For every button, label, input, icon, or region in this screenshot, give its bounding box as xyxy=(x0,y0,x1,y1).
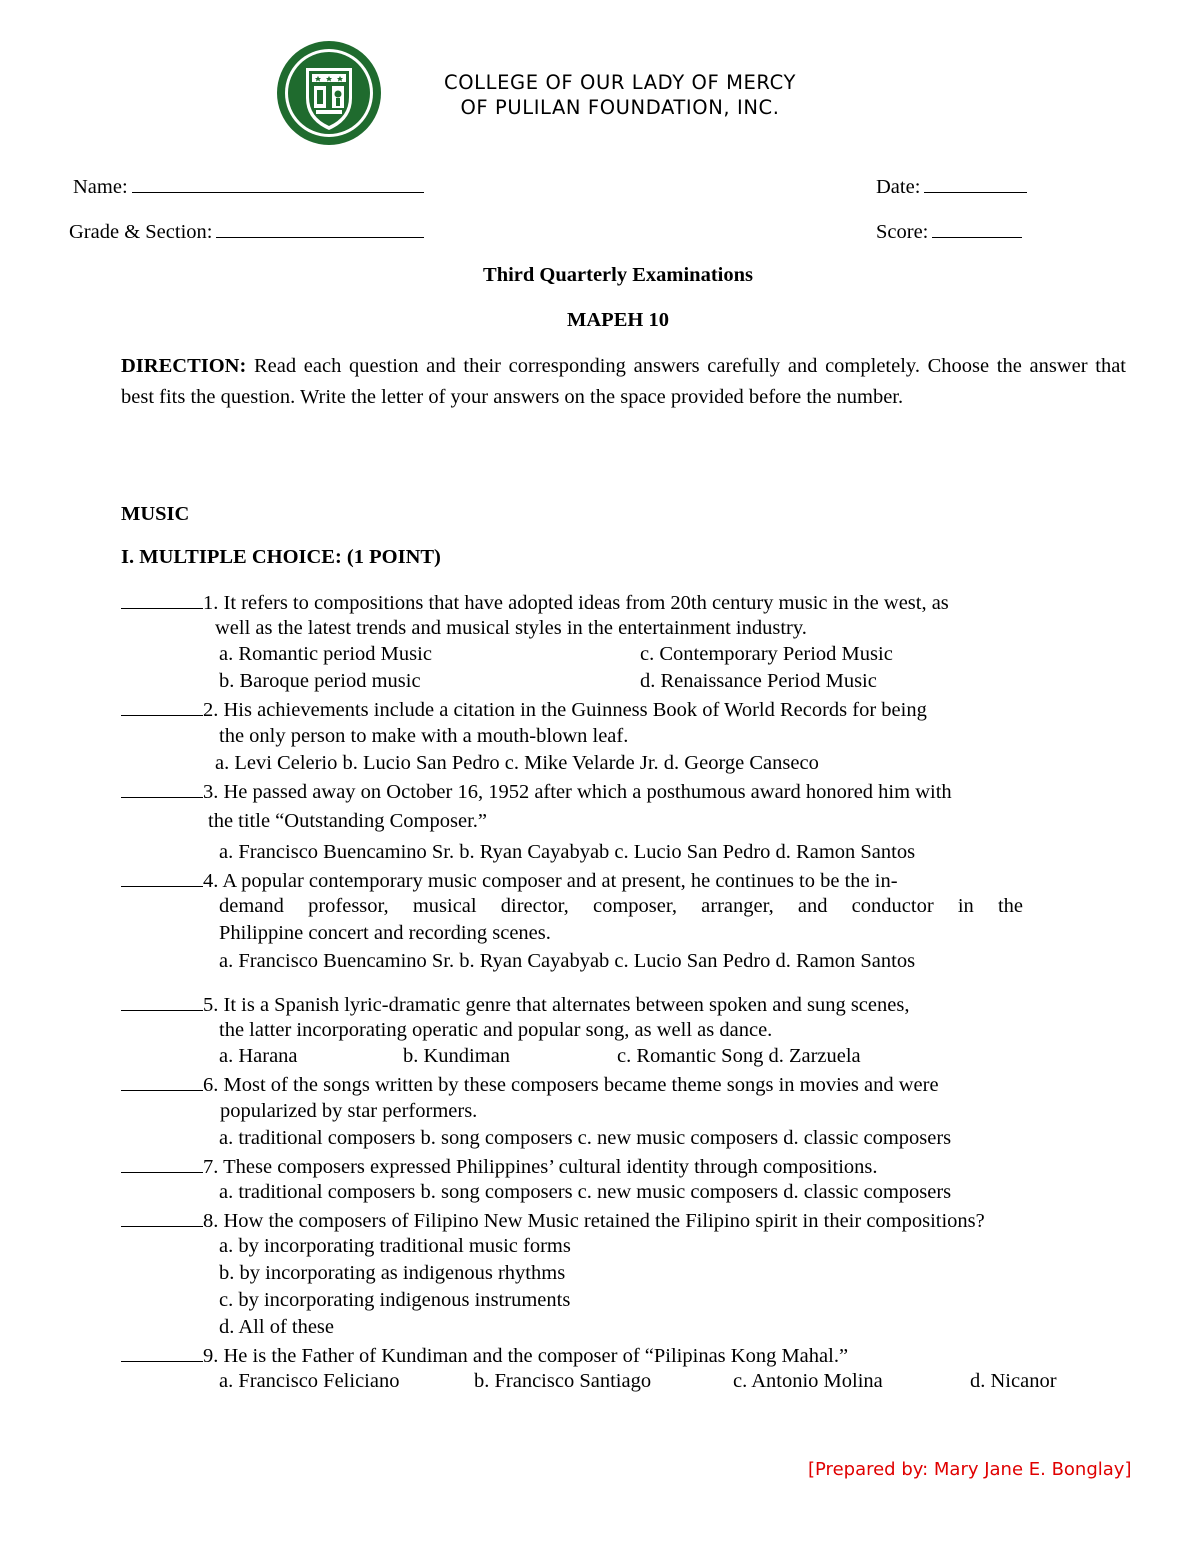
answer-blank[interactable] xyxy=(121,1072,203,1091)
choice: a. Francisco Buencamino Sr. b. Ryan Cayabyab c. Lucio San Pedro d. Ramon Santos xyxy=(219,950,916,972)
school-name-line2: OF PULILAN FOUNDATION, INC. xyxy=(460,96,780,120)
question-5-line2: the latter incorporating operatic and popular song, as well as dance. xyxy=(219,1019,773,1041)
grade-section-field xyxy=(69,219,424,245)
prepared-by-footer: [Prepared by: Mary Jane E. Bonglay] xyxy=(808,1459,1132,1480)
question-2-line2: the only person to make with a mouth-blown leaf. xyxy=(219,725,629,747)
answer-blank[interactable] xyxy=(121,1208,203,1227)
section-part-heading: I. MULTIPLE CHOICE: (1 POINT) xyxy=(121,546,441,568)
question-text: 7. These composers expressed Philippines’ cultural identity through compositions. xyxy=(203,1156,878,1178)
direction-paragraph xyxy=(121,351,1126,413)
answer-blank[interactable] xyxy=(121,1154,203,1173)
school-name-line1: COLLEGE OF OUR LADY OF MERCY xyxy=(444,71,796,94)
date-field xyxy=(876,174,1027,200)
question-5 xyxy=(121,992,909,1018)
question-9 xyxy=(121,1343,848,1369)
answer-blank[interactable] xyxy=(121,1343,203,1362)
question-4 xyxy=(121,868,898,894)
choice: b. by incorporating as indigenous rhythms xyxy=(219,1262,566,1284)
question-4-line3: Philippine concert and recording scenes. xyxy=(219,922,551,944)
grade-section-blank-line xyxy=(216,219,424,238)
choice: d. Renaissance Period Music xyxy=(640,670,877,692)
choice: b. Francisco Santiago xyxy=(474,1370,652,1392)
choice: c. Romantic Song d. Zarzuela xyxy=(617,1045,861,1067)
question-3-line2: the title “Outstanding Composer.” xyxy=(208,810,487,832)
question-3 xyxy=(121,779,952,805)
direction-text: Read each question and their corresponding answers carefully and completely. Choose the answer that best fits the question. Write the letter of your answers on the space provided before the number. xyxy=(121,355,1126,408)
question-4-line2: demand professor, musical director, composer, arranger, and conductor in the xyxy=(219,895,1023,917)
answer-blank[interactable] xyxy=(121,779,203,798)
score-blank-line xyxy=(932,219,1022,238)
choice: b. Kundiman xyxy=(403,1045,511,1067)
name-blank-line xyxy=(132,174,424,193)
date-blank-line xyxy=(924,174,1027,193)
question-text: 1. It refers to compositions that have adopted ideas from 20th century music in the west, as xyxy=(203,592,949,614)
name-label: Name: xyxy=(73,176,128,198)
date-label: Date: xyxy=(876,176,921,198)
section-heading-music: MUSIC xyxy=(121,503,190,525)
question-text: 4. A popular contemporary music composer and at present, he continues to be the in- xyxy=(203,870,898,892)
grade-section-label: Grade & Section: xyxy=(69,221,213,243)
choice: b. Baroque period music xyxy=(219,670,421,692)
question-2 xyxy=(121,697,927,723)
answer-blank[interactable] xyxy=(121,590,203,609)
answer-blank[interactable] xyxy=(121,697,203,716)
choice: d. Nicanor xyxy=(970,1370,1057,1392)
answer-blank[interactable] xyxy=(121,868,203,887)
school-seal-logo xyxy=(276,40,382,146)
choice: c. Antonio Molina xyxy=(733,1370,883,1392)
score-label: Score: xyxy=(876,221,929,243)
choice: a. Harana xyxy=(219,1045,298,1067)
question-text: 2. His achievements include a citation in the Guinness Book of World Records for being xyxy=(203,699,927,721)
choice: c. by incorporating indigenous instruments xyxy=(219,1289,571,1311)
question-text: 3. He passed away on October 16, 1952 after which a posthumous award honored him with xyxy=(203,781,952,803)
question-text: 5. It is a Spanish lyric-dramatic genre that alternates between spoken and sung scenes, xyxy=(203,994,910,1016)
exam-subject: MAPEH 10 xyxy=(567,309,669,331)
choice: a. traditional composers b. song composers c. new music composers d. classic composers xyxy=(219,1181,952,1203)
score-field xyxy=(876,219,1022,245)
choice: a. Francisco Buencamino Sr. b. Ryan Cayabyab c. Lucio San Pedro d. Ramon Santos xyxy=(219,841,916,863)
choice: a. Francisco Feliciano xyxy=(219,1370,400,1392)
name-field xyxy=(73,174,424,200)
choice: a. Levi Celerio b. Lucio San Pedro c. Mike Velarde Jr. d. George Canseco xyxy=(215,752,819,774)
choice: d. All of these xyxy=(219,1316,335,1338)
question-7 xyxy=(121,1154,878,1180)
choice: c. Contemporary Period Music xyxy=(640,643,893,665)
choice: a. traditional composers b. song composers c. new music composers d. classic composers xyxy=(219,1127,952,1149)
question-8 xyxy=(121,1208,985,1234)
choice: a. Romantic period Music xyxy=(219,643,432,665)
choice: a. by incorporating traditional music forms xyxy=(219,1235,571,1257)
question-text: 8. How the composers of Filipino New Music retained the Filipino spirit in their compositions? xyxy=(203,1210,985,1232)
question-1-line2: well as the latest trends and musical styles in the entertainment industry. xyxy=(215,617,807,639)
question-text: 9. He is the Father of Kundiman and the composer of “Pilipinas Kong Mahal.” xyxy=(203,1345,849,1367)
direction-label: DIRECTION: xyxy=(121,355,247,377)
question-6 xyxy=(121,1072,939,1098)
exam-title: Third Quarterly Examinations xyxy=(483,264,753,286)
question-6-line2: popularized by star performers. xyxy=(220,1100,478,1122)
question-text: 6. Most of the songs written by these composers became theme songs in movies and were xyxy=(203,1074,939,1096)
answer-blank[interactable] xyxy=(121,992,203,1011)
school-name xyxy=(400,70,840,121)
question-1 xyxy=(121,590,949,616)
